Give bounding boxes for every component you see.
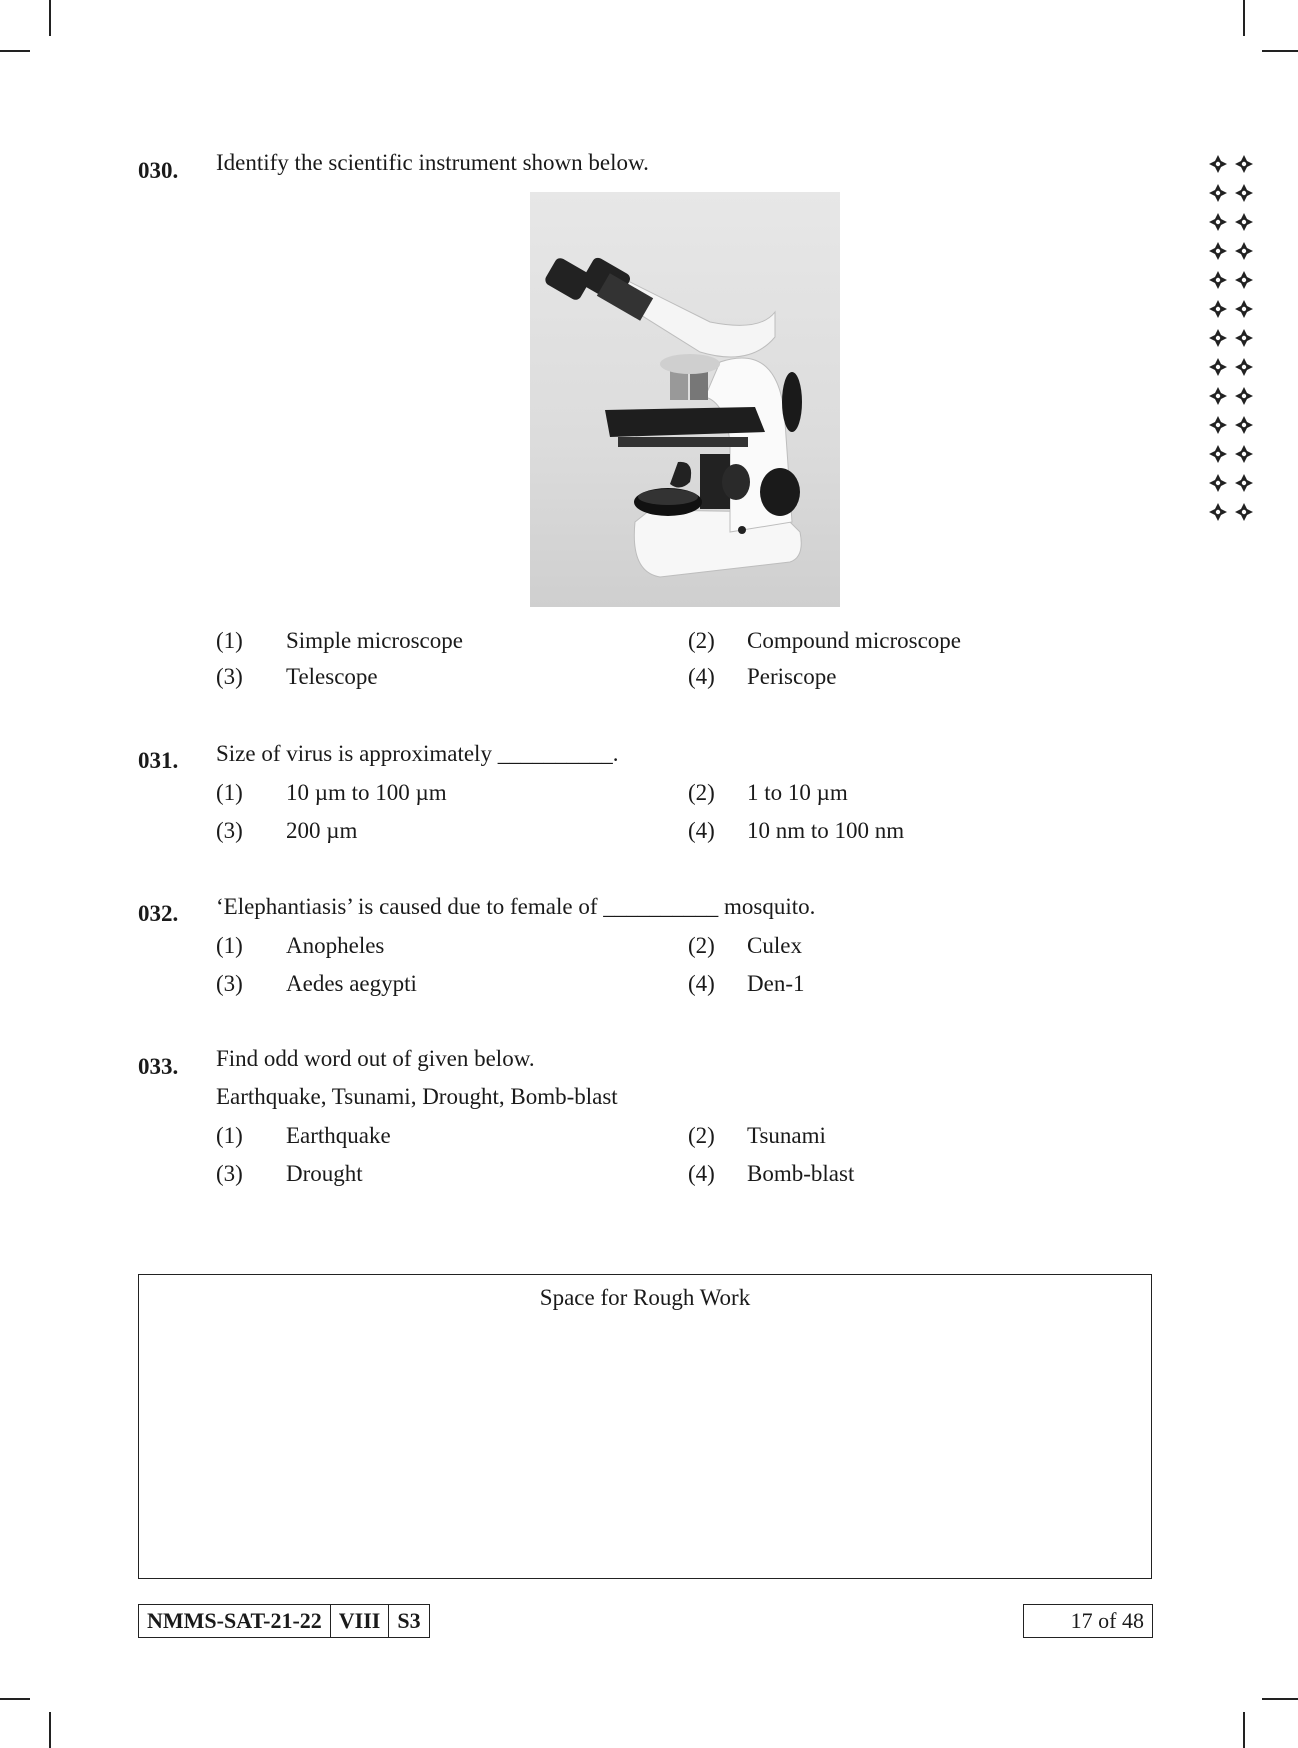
option-text: Tsunami xyxy=(747,1123,826,1148)
option-text: 1 to 10 µm xyxy=(747,780,848,805)
crop-mark xyxy=(1262,1698,1298,1700)
option-number: (3) xyxy=(216,664,243,689)
exam-code: NMMS-SAT-21-22 xyxy=(139,1605,331,1637)
crop-mark xyxy=(49,0,51,36)
option-text: Den-1 xyxy=(747,971,805,996)
option-text: Periscope xyxy=(747,664,837,689)
question-number: 031. xyxy=(138,748,179,773)
option-text: Culex xyxy=(747,933,802,958)
option-number: (1) xyxy=(216,780,243,805)
option-text: 10 µm to 100 µm xyxy=(286,780,447,805)
option-text: Bomb-blast xyxy=(747,1161,855,1186)
option-number: (4) xyxy=(688,664,715,689)
option-number: (1) xyxy=(216,628,243,653)
question-number: 033. xyxy=(138,1054,179,1079)
exam-set: S3 xyxy=(397,1608,421,1633)
microscope-image xyxy=(530,192,840,607)
crop-mark xyxy=(1243,1712,1245,1748)
option-text: Aedes aegypti xyxy=(286,971,417,996)
question-text: ‘Elephantiasis’ is caused due to female of __________ mosquito. xyxy=(216,894,816,919)
option-text: Drought xyxy=(286,1161,363,1186)
exam-code-box xyxy=(138,1604,430,1638)
option-text: 200 µm xyxy=(286,818,358,843)
microscope-icon xyxy=(530,192,840,607)
option-number: (3) xyxy=(216,971,243,996)
crop-mark xyxy=(0,50,30,52)
option-number: (1) xyxy=(216,933,243,958)
option-text: Earthquake xyxy=(286,1123,391,1148)
option-number: (2) xyxy=(688,933,715,958)
option-text: Anopheles xyxy=(286,933,385,958)
question-subtext: Earthquake, Tsunami, Drought, Bomb-blast xyxy=(216,1084,618,1109)
option-number: (3) xyxy=(216,818,243,843)
option-number: (2) xyxy=(688,628,715,653)
option-text: Simple microscope xyxy=(286,628,463,653)
option-number: (3) xyxy=(216,1161,243,1186)
question-number: 032. xyxy=(138,901,179,926)
option-number: (2) xyxy=(688,780,715,805)
crop-mark xyxy=(49,1712,51,1748)
rough-work-box[interactable] xyxy=(138,1274,1152,1579)
crop-mark xyxy=(0,1698,30,1700)
crop-mark xyxy=(1262,50,1298,52)
decorative-border-icon xyxy=(1204,150,1260,530)
exam-class: VIII xyxy=(331,1605,390,1637)
option-text: 10 nm to 100 nm xyxy=(747,818,905,843)
option-number: (4) xyxy=(688,971,715,996)
page-number: 17 of 48 xyxy=(1023,1604,1153,1638)
question-text: Size of virus is approximately __________. xyxy=(216,741,619,766)
option-number: (1) xyxy=(216,1123,243,1148)
option-text: Telescope xyxy=(286,664,378,689)
option-number: (4) xyxy=(688,818,715,843)
question-text: Find odd word out of given below. xyxy=(216,1046,535,1071)
option-text: Compound microscope xyxy=(747,628,961,653)
question-number: 030. xyxy=(138,158,179,183)
option-number: (2) xyxy=(688,1123,715,1148)
option-number: (4) xyxy=(688,1161,715,1186)
question-text: Identify the scientific instrument shown below. xyxy=(216,150,649,175)
rough-work-title: Space for Rough Work xyxy=(539,1285,751,1310)
crop-mark xyxy=(1243,0,1245,36)
